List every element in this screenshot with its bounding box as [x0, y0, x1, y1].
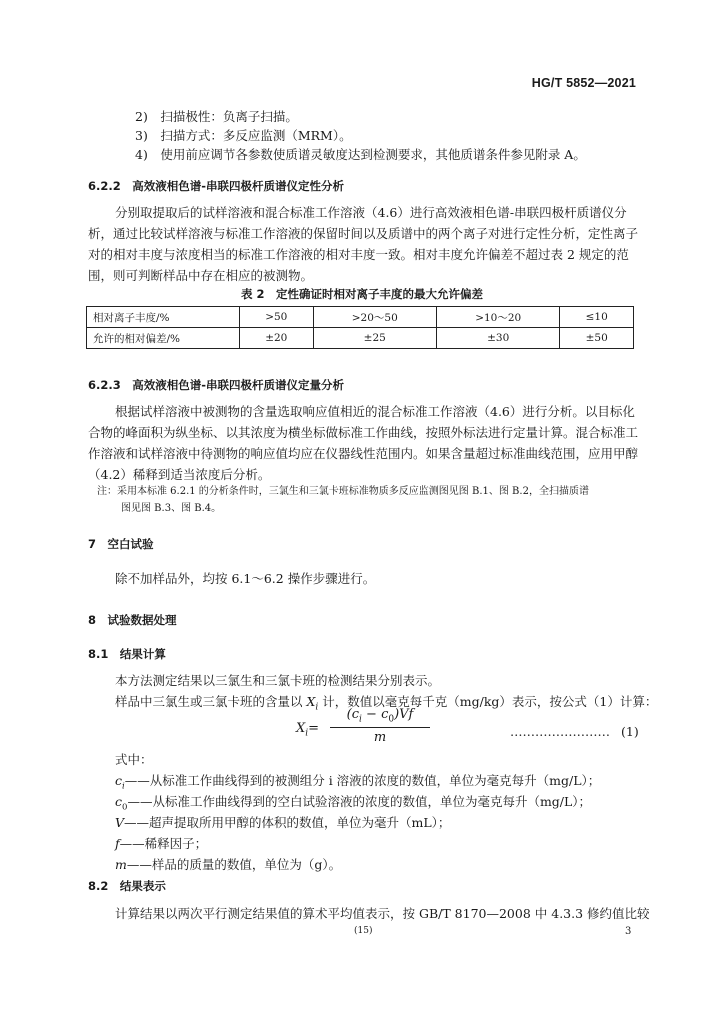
symbol: V: [115, 815, 125, 830]
definition-line: [115, 815, 450, 831]
subscript: i: [359, 714, 362, 725]
definition-line: [115, 794, 591, 816]
section-heading-6-2-2: 6.2.2 高效液相色谱-串联四极杆质谱仪定性分析: [88, 179, 345, 193]
subscript: i: [315, 702, 319, 713]
note-line: 图见图 B.3、图 B.4。: [121, 503, 222, 514]
paragraph-line: 计算结果以两次平行测定结果值的算术平均值表示，按 GB/T 8170—2008 中 4.3.3 修约值比较: [115, 906, 650, 921]
symbol: c: [115, 773, 123, 788]
formula-fraction: [330, 707, 430, 745]
formula-numerator: [330, 707, 430, 728]
subscript: 0: [122, 802, 128, 813]
table-cell: >10～20: [436, 307, 559, 328]
section-heading-6-2-3: 6.2.3 高效液相色谱-串联四极杆质谱仪定量分析: [88, 378, 345, 392]
formula-text: c: [381, 707, 389, 722]
paragraph-line: 根据试样溶液中被测物的含量选取响应值相近的混合标准工作溶液（4.6）进行分析。以目标化: [115, 404, 635, 419]
definition-text: ——样品的质量的数值，单位为（g）。: [126, 857, 342, 872]
formula-denominator: m: [373, 729, 387, 745]
formula-leader-dots: ……………………: [510, 724, 610, 739]
table-cell: ±25: [313, 328, 436, 349]
definition-line: [115, 836, 207, 852]
formula-text: ): [394, 707, 400, 722]
equals-sign: =: [308, 721, 320, 736]
table-cell: >20～50: [313, 307, 436, 328]
note-line: 注：采用本标准 6.2.1 的分析条件时，三氯生和三氯卡班标准物质多反应监测图见图 B.1、图 B.2，全扫描质谱: [97, 486, 589, 497]
definition-text: ——从标准工作曲线得到的空白试验溶液的浓度的数值，单位为毫克每升（mg/L）；: [127, 794, 592, 809]
section-heading-7: 7 空白试验: [88, 537, 154, 551]
symbol: c: [115, 794, 123, 809]
where-label: 式中：: [115, 752, 153, 767]
standard-number: HG/T 5852—2021: [531, 76, 636, 90]
table-cell: ≤10: [560, 307, 634, 328]
text-segment: 样品中三氯生或三氯卡班的含量以: [115, 694, 307, 709]
list-item: 4) 使用前应调节各参数使质谱灵敏度达到检测要求，其他质谱条件参见附录 A。: [135, 147, 586, 162]
paragraph-line: 分别取提取后的试样溶液和混合标准工作溶液（4.6）进行高效液相色谱-串联四极杆质谱仪分: [115, 205, 627, 220]
symbol: m: [115, 857, 127, 872]
subscript: 0: [388, 714, 395, 725]
formula-text: (c: [346, 707, 359, 722]
table-row: [87, 328, 634, 349]
section-heading-8-1: 8.1 结果计算: [88, 647, 166, 661]
table-cell: 相对离子丰度/%: [87, 307, 240, 328]
table-cell: ±50: [560, 328, 634, 349]
formula-variable: X: [296, 721, 306, 736]
table-cell: >50: [240, 307, 314, 328]
paragraph-line: 对的相对丰度与浓度相当的标准工作溶液的相对丰度一致。相对丰度允许偏差不超过表 2 规定的范: [88, 247, 629, 262]
table-cell: ±30: [436, 328, 559, 349]
paragraph-line: 析，通过比较试样溶液与标准工作溶液的保留时间以及质谱中的两个离子对进行定性分析，定性离子: [88, 226, 639, 241]
table-row: [87, 307, 634, 328]
definition-line: [115, 773, 600, 795]
paragraph-line: 围，则可判断样品中存在相应的被测物。: [88, 268, 314, 283]
page-number: 3: [625, 926, 632, 937]
minus-sign: −: [361, 707, 382, 722]
text-segment: 计，数值以毫克每千克（mg/kg）表示，按公式（1）计算：: [318, 694, 658, 709]
formula-text: Vf: [399, 707, 414, 722]
section-heading-8: 8 试验数据处理: [88, 613, 177, 627]
variable-x: X: [306, 694, 316, 709]
paragraph-line: 合物的峰面积为纵坐标、以其浓度为横坐标做标准工作曲线，按照外标法进行定量计算。混合标准工: [88, 425, 639, 440]
table-cell: ±20: [240, 328, 314, 349]
table-cell: 允许的相对偏差/%: [87, 328, 240, 349]
subscript: i: [305, 728, 309, 739]
definition-text: ——从标准工作曲线得到的被测组分 i 溶液的浓度的数值，单位为毫克每升（mg/L）；: [124, 773, 601, 788]
formula-number: (1): [621, 724, 639, 739]
list-item: 3) 扫描方式：多反应监测（MRM）。: [135, 128, 352, 143]
definition-text: ——稀释因子；: [119, 836, 208, 851]
paragraph-line: 除不加样品外，均按 6.1～6.2 操作步骤进行。: [115, 571, 376, 586]
paragraph-line: 作溶液和试样溶液中待测物的响应值均应在仪器线性范围内。如果含量超过标准曲线范围，应用甲醇: [88, 446, 639, 461]
definition-line: [115, 857, 341, 873]
list-item: 2) 扫描极性：负离子扫描。: [135, 109, 298, 124]
table-caption: 表 2 定性确证时相对离子丰度的最大允许偏差: [240, 287, 483, 301]
subscript: i: [122, 781, 125, 792]
paragraph-line: 本方法测定结果以三氯生和三氯卡班的检测结果分别表示。: [115, 673, 441, 688]
symbol: f: [115, 836, 120, 851]
section-heading-8-2: 8.2 结果表示: [88, 879, 166, 893]
footer-sequence: (15): [354, 926, 373, 936]
definition-text: ——超声提取所用甲醇的体积的数值，单位为毫升（mL）；: [124, 815, 451, 830]
formula-lhs: [296, 721, 319, 739]
paragraph-line: （4.2）稀释到适当浓度后分析。: [88, 467, 271, 482]
tolerance-table: [86, 306, 634, 349]
